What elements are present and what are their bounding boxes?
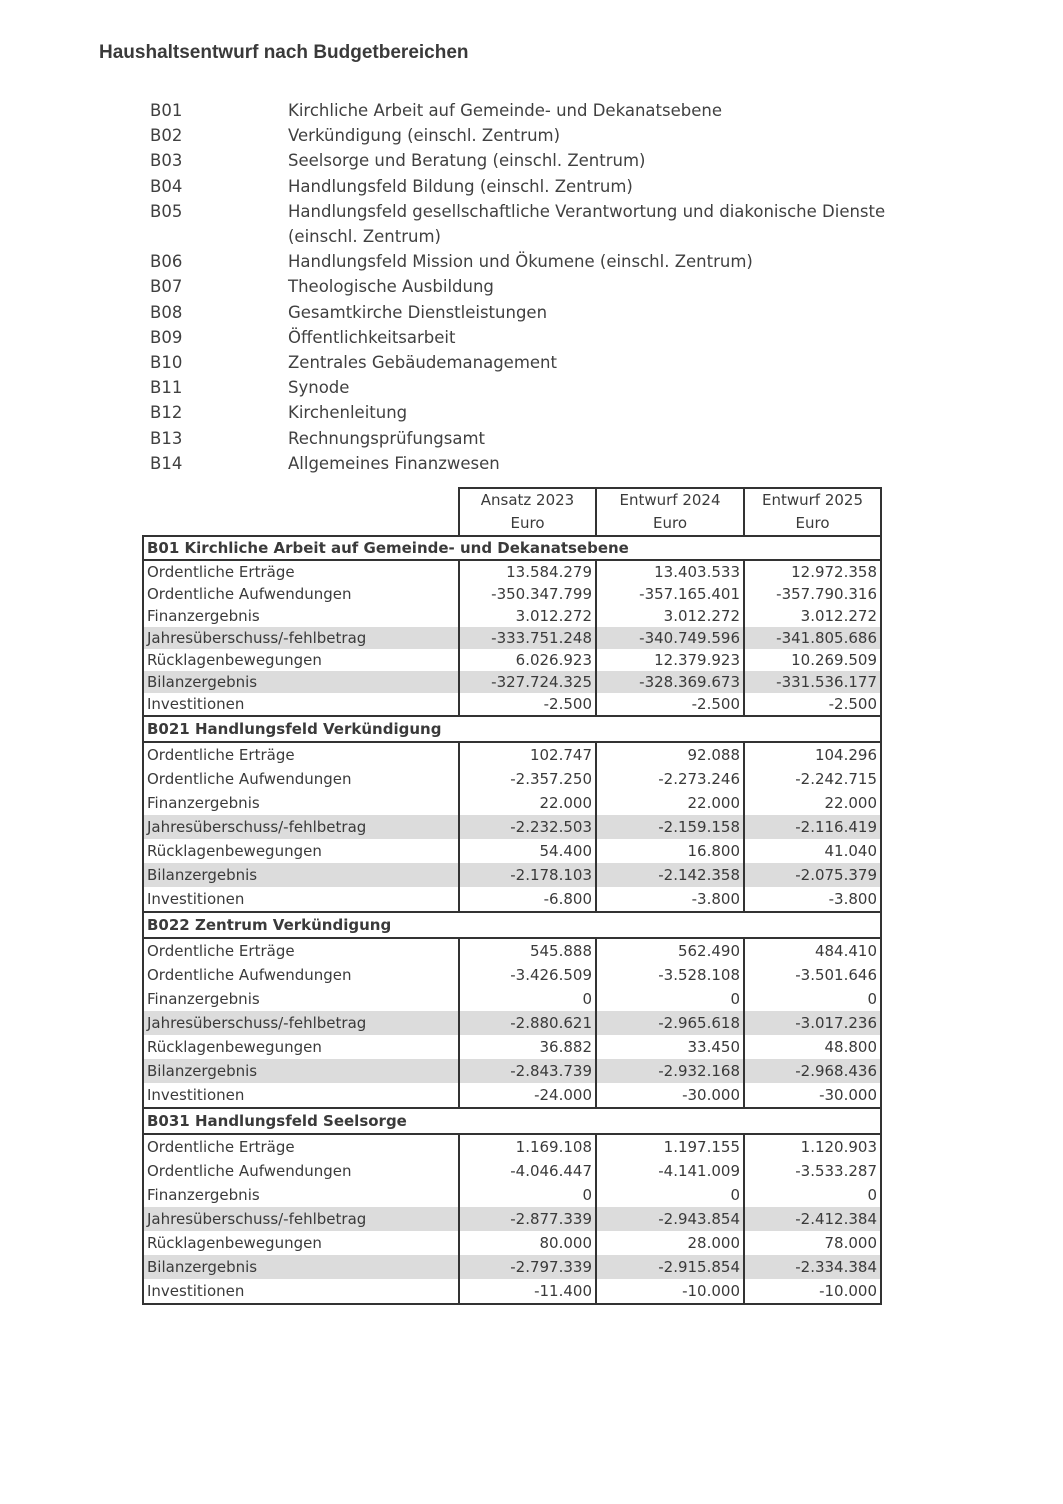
cell-value: -3.800 — [744, 887, 881, 912]
cell-value: 6.026.923 — [459, 649, 596, 671]
column-title: Entwurf 2025 — [761, 491, 864, 509]
table-row — [143, 1231, 881, 1255]
cell-value: -3.426.509 — [459, 963, 596, 987]
cell-value: 1.120.903 — [744, 1134, 881, 1159]
table-row-highlighted — [143, 671, 881, 693]
cell-value: -333.751.248 — [459, 627, 596, 649]
cell-value: -6.800 — [459, 887, 596, 912]
cell-value: -2.232.503 — [459, 815, 596, 839]
budget-area-label: Seelsorge und Beratung (einschl. Zentrum) — [288, 151, 646, 171]
table-row — [143, 605, 881, 627]
row-label: Ordentliche Erträge — [143, 1134, 459, 1159]
cell-value: -4.141.009 — [596, 1159, 744, 1183]
cell-value: 48.800 — [744, 1035, 881, 1059]
table-row — [143, 1083, 881, 1108]
cell-value: 33.450 — [596, 1035, 744, 1059]
cell-value: -30.000 — [744, 1083, 881, 1108]
cell-value: 0 — [744, 987, 881, 1011]
table-row — [143, 1134, 881, 1159]
table-row — [143, 963, 881, 987]
cell-value: 102.747 — [459, 742, 596, 767]
cell-value: -30.000 — [596, 1083, 744, 1108]
row-label: Bilanzergebnis — [143, 1059, 459, 1083]
budget-area-item — [150, 375, 910, 400]
cell-value: 1.169.108 — [459, 1134, 596, 1159]
cell-value: 0 — [744, 1183, 881, 1207]
section-b021 — [143, 716, 881, 912]
cell-value: -2.334.384 — [744, 1255, 881, 1279]
cell-value: 36.882 — [459, 1035, 596, 1059]
budget-area-label: Handlungsfeld gesellschaftliche Verantwortung und diakonische Dienste — [288, 201, 886, 221]
cell-value: -2.797.339 — [459, 1255, 596, 1279]
table-row — [143, 649, 881, 671]
column-unit: Euro — [795, 514, 830, 532]
budget-area-label: Theologische Ausbildung — [288, 277, 494, 297]
table-row — [143, 887, 881, 912]
row-label: Investitionen — [143, 693, 459, 716]
cell-value: -3.501.646 — [744, 963, 881, 987]
cell-value: 80.000 — [459, 1231, 596, 1255]
row-label: Ordentliche Aufwendungen — [143, 583, 459, 605]
cell-value: -2.500 — [596, 693, 744, 716]
cell-value: 13.584.279 — [459, 560, 596, 583]
budget-area-item — [150, 174, 910, 199]
row-label: Finanzergebnis — [143, 605, 459, 627]
cell-value: -11.400 — [459, 1279, 596, 1304]
row-label: Ordentliche Erträge — [143, 742, 459, 767]
budget-area-label: Synode — [288, 378, 350, 398]
column-unit: Euro — [653, 514, 687, 532]
cell-value: -331.536.177 — [744, 671, 881, 693]
table-row-highlighted — [143, 1255, 881, 1279]
cell-value: -357.165.401 — [596, 583, 744, 605]
cell-value: 0 — [596, 1183, 744, 1207]
cell-value: 0 — [596, 987, 744, 1011]
cell-value: -2.116.419 — [744, 815, 881, 839]
table-row-highlighted — [143, 627, 881, 649]
section-b01 — [143, 536, 881, 716]
cell-value: -3.533.287 — [744, 1159, 881, 1183]
cell-value: 54.400 — [459, 839, 596, 863]
cell-value: -2.915.854 — [596, 1255, 744, 1279]
row-label: Jahresüberschuss/-fehlbetrag — [143, 1207, 459, 1231]
row-label: Investitionen — [143, 1083, 459, 1108]
header-blank-cell — [143, 488, 459, 536]
budget-area-label: Verkündigung (einschl. Zentrum) — [288, 126, 561, 146]
row-label: Investitionen — [143, 887, 459, 912]
table-row-highlighted — [143, 815, 881, 839]
row-label: Ordentliche Erträge — [143, 560, 459, 583]
row-label: Rücklagenbewegungen — [143, 1035, 459, 1059]
table-row — [143, 1035, 881, 1059]
cell-value: 10.269.509 — [744, 649, 881, 671]
cell-value: 41.040 — [744, 839, 881, 863]
cell-value: -2.142.358 — [596, 863, 744, 887]
budget-area-code: B06 — [150, 252, 183, 272]
budget-area-label: Öffentlichkeitsarbeit — [288, 327, 456, 347]
column-header-entwurf-2024 — [596, 488, 744, 536]
section-b031 — [143, 1108, 881, 1304]
cell-value: -2.843.739 — [459, 1059, 596, 1083]
budget-area-label-continuation: (einschl. Zentrum) — [288, 227, 441, 247]
budget-area-item — [150, 123, 910, 148]
cell-value: 1.197.155 — [596, 1134, 744, 1159]
table-row — [143, 767, 881, 791]
budget-area-code: B04 — [150, 176, 183, 196]
budget-area-code-empty — [150, 224, 288, 249]
row-label: Ordentliche Aufwendungen — [143, 767, 459, 791]
column-title: Ansatz 2023 — [480, 491, 575, 509]
budget-table — [142, 487, 882, 1305]
budget-area-label: Zentrales Gebäudemanagement — [288, 353, 557, 373]
row-label: Jahresüberschuss/-fehlbetrag — [143, 815, 459, 839]
cell-value: -2.357.250 — [459, 767, 596, 791]
budget-area-code: B11 — [150, 378, 183, 398]
cell-value: 3.012.272 — [744, 605, 881, 627]
column-header-entwurf-2025 — [744, 488, 881, 536]
table-row-highlighted — [143, 863, 881, 887]
section-title: B021 Handlungsfeld Verkündigung — [143, 716, 881, 742]
row-label: Finanzergebnis — [143, 791, 459, 815]
cell-value: -340.749.596 — [596, 627, 744, 649]
cell-value: -328.369.673 — [596, 671, 744, 693]
cell-value: -10.000 — [744, 1279, 881, 1304]
budget-area-label: Allgemeines Finanzwesen — [288, 453, 500, 473]
budget-area-label: Handlungsfeld Bildung (einschl. Zentrum) — [288, 176, 633, 196]
row-label: Bilanzergebnis — [143, 671, 459, 693]
cell-value: 12.972.358 — [744, 560, 881, 583]
cell-value: -10.000 — [596, 1279, 744, 1304]
table-row — [143, 1159, 881, 1183]
budget-area-item — [150, 249, 910, 274]
column-header-ansatz-2023 — [459, 488, 596, 536]
cell-value: -3.017.236 — [744, 1011, 881, 1035]
cell-value: 22.000 — [459, 791, 596, 815]
cell-value: 0 — [459, 1183, 596, 1207]
cell-value: 3.012.272 — [596, 605, 744, 627]
cell-value: -2.412.384 — [744, 1207, 881, 1231]
cell-value: -24.000 — [459, 1083, 596, 1108]
budget-area-code: B08 — [150, 302, 183, 322]
row-label: Investitionen — [143, 1279, 459, 1304]
budget-area-label: Rechnungsprüfungsamt — [288, 428, 486, 448]
cell-value: 28.000 — [596, 1231, 744, 1255]
cell-value: -3.528.108 — [596, 963, 744, 987]
budget-area-item — [150, 300, 910, 325]
budget-area-code: B12 — [150, 403, 183, 423]
table-row — [143, 1183, 881, 1207]
row-label: Ordentliche Aufwendungen — [143, 1159, 459, 1183]
row-label: Rücklagenbewegungen — [143, 839, 459, 863]
row-label: Bilanzergebnis — [143, 863, 459, 887]
budget-area-list — [150, 98, 910, 476]
section-b022 — [143, 912, 881, 1108]
cell-value: -2.968.436 — [744, 1059, 881, 1083]
column-unit: Euro — [510, 514, 545, 532]
budget-area-item — [150, 350, 910, 375]
cell-value: 562.490 — [596, 938, 744, 963]
budget-area-code: B07 — [150, 277, 183, 297]
cell-value: -341.805.686 — [744, 627, 881, 649]
table-row — [143, 839, 881, 863]
column-title: Entwurf 2024 — [619, 491, 721, 509]
cell-value: -2.880.621 — [459, 1011, 596, 1035]
cell-value: -2.500 — [459, 693, 596, 716]
cell-value: -350.347.799 — [459, 583, 596, 605]
section-title: B022 Zentrum Verkündigung — [143, 912, 881, 938]
cell-value: -2.273.246 — [596, 767, 744, 791]
table-row — [143, 742, 881, 767]
budget-area-item — [150, 325, 910, 350]
table-row — [143, 693, 881, 716]
budget-area-item — [150, 451, 910, 476]
cell-value: 545.888 — [459, 938, 596, 963]
budget-area-code: B05 — [150, 201, 183, 221]
cell-value: -2.932.168 — [596, 1059, 744, 1083]
cell-value: -2.500 — [744, 693, 881, 716]
table-row — [143, 583, 881, 605]
budget-area-code: B09 — [150, 327, 183, 347]
cell-value: -2.877.339 — [459, 1207, 596, 1231]
budget-area-code: B01 — [150, 101, 183, 120]
budget-area-code: B02 — [150, 126, 183, 146]
row-label: Rücklagenbewegungen — [143, 649, 459, 671]
cell-value: 13.403.533 — [596, 560, 744, 583]
cell-value: 0 — [459, 987, 596, 1011]
section-title: B031 Handlungsfeld Seelsorge — [143, 1108, 881, 1134]
cell-value: 22.000 — [596, 791, 744, 815]
cell-value: -4.046.447 — [459, 1159, 596, 1183]
table-row-highlighted — [143, 1059, 881, 1083]
row-label: Rücklagenbewegungen — [143, 1231, 459, 1255]
budget-area-label: Kirchenleitung — [288, 403, 408, 423]
table-row — [143, 791, 881, 815]
cell-value: -2.943.854 — [596, 1207, 744, 1231]
budget-area-label: Handlungsfeld Mission und Ökumene (einschl. Zentrum) — [288, 252, 753, 272]
row-label: Finanzergebnis — [143, 1183, 459, 1207]
cell-value: 12.379.923 — [596, 649, 744, 671]
page-title: Haushaltsentwurf nach Budgetbereichen — [99, 42, 469, 63]
row-label: Finanzergebnis — [143, 987, 459, 1011]
budget-area-code: B10 — [150, 353, 183, 373]
row-label: Ordentliche Aufwendungen — [143, 963, 459, 987]
budget-area-item — [150, 148, 910, 173]
budget-area-item — [150, 400, 910, 425]
cell-value: 16.800 — [596, 839, 744, 863]
table-row — [143, 987, 881, 1011]
cell-value: -357.790.316 — [744, 583, 881, 605]
cell-value: -2.242.715 — [744, 767, 881, 791]
cell-value: 104.296 — [744, 742, 881, 767]
budget-area-label: Kirchliche Arbeit auf Gemeinde- und Dekanatsebene — [288, 101, 722, 120]
budget-area-code: B13 — [150, 428, 183, 448]
budget-area-item — [150, 199, 910, 224]
budget-area-item — [150, 426, 910, 451]
budget-table-header — [143, 488, 881, 536]
cell-value: -2.159.158 — [596, 815, 744, 839]
cell-value: 3.012.272 — [459, 605, 596, 627]
cell-value: 484.410 — [744, 938, 881, 963]
budget-area-item-continuation — [150, 224, 910, 249]
table-row — [143, 560, 881, 583]
section-title: B01 Kirchliche Arbeit auf Gemeinde- und Dekanatsebene — [143, 536, 881, 560]
cell-value: 78.000 — [744, 1231, 881, 1255]
row-label: Bilanzergebnis — [143, 1255, 459, 1279]
cell-value: -2.075.379 — [744, 863, 881, 887]
budget-area-item — [150, 98, 910, 123]
table-row — [143, 1279, 881, 1304]
table-row — [143, 938, 881, 963]
budget-area-item — [150, 274, 910, 299]
cell-value: -3.800 — [596, 887, 744, 912]
cell-value: 22.000 — [744, 791, 881, 815]
cell-value: -327.724.325 — [459, 671, 596, 693]
cell-value: 92.088 — [596, 742, 744, 767]
cell-value: -2.178.103 — [459, 863, 596, 887]
row-label: Ordentliche Erträge — [143, 938, 459, 963]
row-label: Jahresüberschuss/-fehlbetrag — [143, 1011, 459, 1035]
budget-area-code: B03 — [150, 151, 183, 171]
table-row-highlighted — [143, 1011, 881, 1035]
table-row-highlighted — [143, 1207, 881, 1231]
budget-area-code: B14 — [150, 453, 183, 473]
row-label: Jahresüberschuss/-fehlbetrag — [143, 627, 459, 649]
cell-value: -2.965.618 — [596, 1011, 744, 1035]
budget-area-label: Gesamtkirche Dienstleistungen — [288, 302, 548, 322]
